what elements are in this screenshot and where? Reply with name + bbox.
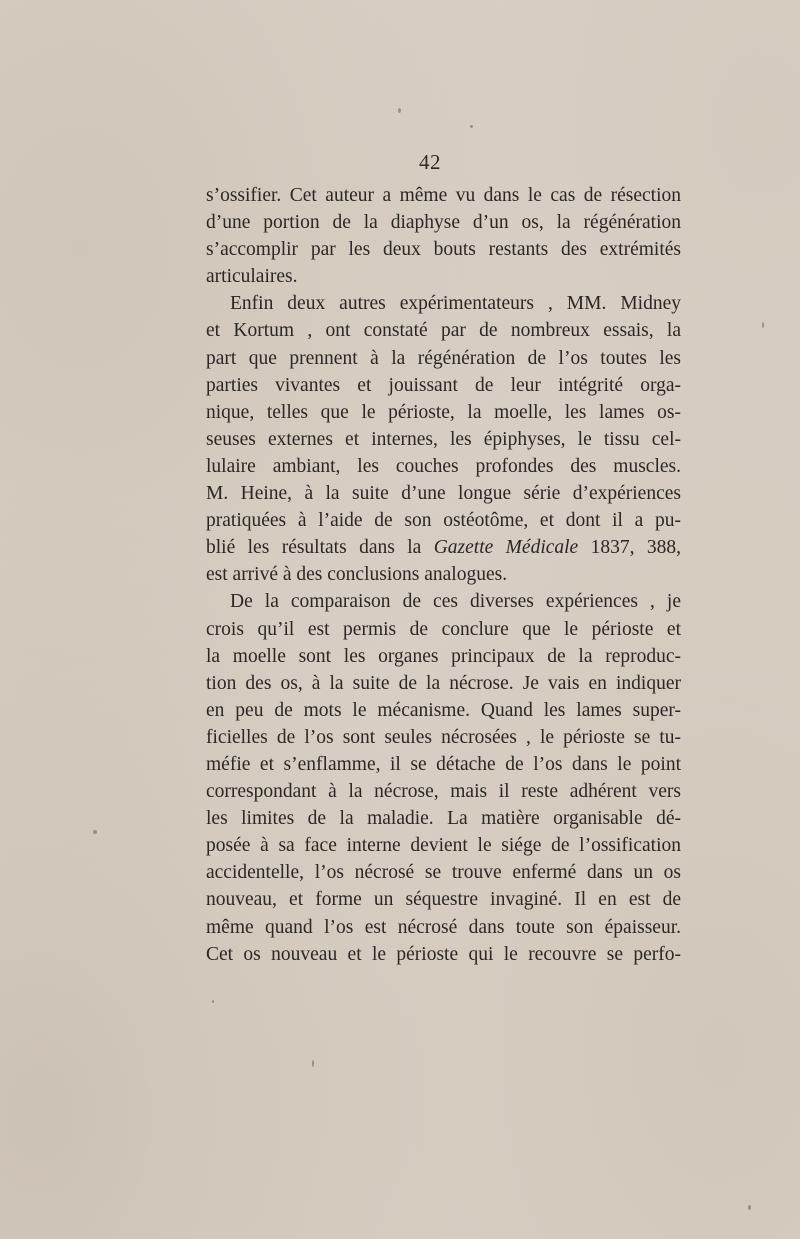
text-line bbox=[206, 534, 681, 561]
text-line: De la comparaison de ces diverses expériences , je bbox=[230, 591, 681, 613]
text-line: même quand l’os est nécrosé dans toute son épaisseur. bbox=[206, 916, 681, 938]
text-line: d’une portion de la diaphyse d’un os, la régénération bbox=[206, 212, 681, 234]
text-line: nique, telles que le périoste, la moelle, les lames os- bbox=[206, 401, 681, 423]
text-line: et Kortum , ont constaté par de nombreux essais, la bbox=[206, 320, 681, 342]
paper-speck bbox=[748, 1205, 751, 1210]
text-line: les limites de la maladie. La matière organisable dé- bbox=[206, 808, 681, 830]
text-line: tion des os, à la suite de la nécrose. Je vais en indiquer bbox=[206, 672, 681, 694]
journal-title: Gazette Médicale bbox=[433, 537, 579, 559]
text-line: nouveau, et forme un séquestre invaginé. Il en est de bbox=[206, 889, 681, 911]
text-line: correspondant à la nécrose, mais il reste adhérent vers bbox=[206, 781, 681, 803]
paper-speck bbox=[762, 322, 764, 328]
paper-speck bbox=[93, 830, 97, 834]
paper-speck bbox=[212, 1000, 214, 1003]
text-line: en peu de mots le mécanisme. Quand les lames super- bbox=[206, 699, 681, 721]
text-line: parties vivantes et jouissant de leur intégrité orga- bbox=[206, 374, 681, 396]
text-line: seuses externes et internes, les épiphyses, le tissu cel- bbox=[206, 428, 681, 450]
page-number: 42 bbox=[419, 150, 441, 174]
text-line: s’accomplir par les deux bouts restants des extrémités bbox=[206, 239, 681, 261]
text-line: est arrivé à des conclusions analogues. bbox=[206, 564, 508, 586]
text-line: lulaire ambiant, les couches profondes des muscles. bbox=[206, 455, 681, 477]
paper-speck bbox=[470, 125, 473, 128]
paper-speck bbox=[398, 108, 401, 113]
text-line-part: 1837, 388, bbox=[578, 537, 682, 559]
text-line: Enfin deux autres expérimentateurs , MM. Midney bbox=[230, 293, 681, 315]
text-line-part: blié les résultats dans la bbox=[206, 537, 422, 559]
text-line: M. Heine, à la suite d’une longue série d’expériences bbox=[206, 483, 681, 505]
text-line: méfie et s’enflamme, il se détache de l’os dans le point bbox=[206, 753, 681, 775]
body-text bbox=[206, 182, 681, 968]
text-line: ficielles de l’os sont seules nécrosées , le périoste se tu- bbox=[206, 726, 681, 748]
text-line: posée à sa face interne devient le siége de l’ossification bbox=[206, 835, 681, 857]
text-line: accidentelle, l’os nécrosé se trouve enfermé dans un os bbox=[206, 862, 681, 884]
text-line: crois qu’il est permis de conclure que le périoste et bbox=[206, 618, 681, 640]
text-line: articulaires. bbox=[206, 266, 298, 288]
text-line: Cet os nouveau et le périoste qui le recouvre se perfo- bbox=[206, 943, 681, 965]
text-line: pratiquées à l’aide de son ostéotôme, et dont il a pu- bbox=[206, 510, 681, 532]
text-line: la moelle sont les organes principaux de la reproduc- bbox=[206, 645, 681, 667]
paper-speck bbox=[312, 1060, 314, 1067]
text-line: part que prennent à la régénération de l’os toutes les bbox=[206, 347, 681, 369]
text-line: s’ossifier. Cet auteur a même vu dans le cas de résection bbox=[206, 185, 681, 206]
